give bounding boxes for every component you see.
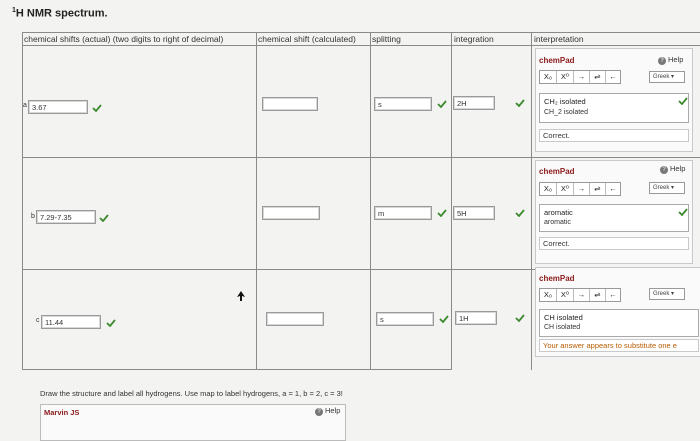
answer-a-check-icon <box>678 97 688 105</box>
row-a-shift-check-icon <box>92 104 102 112</box>
header-calculated-shift: chemical shift (calculated) <box>258 34 356 44</box>
row-b-calc-input[interactable] <box>262 206 320 220</box>
row-a-splitting-check-icon <box>437 100 447 108</box>
row-c-splitting-check-icon <box>439 315 449 323</box>
header-integration: integration <box>454 34 494 44</box>
equilibrium-arrow-button[interactable]: ⇌ <box>590 71 606 83</box>
left-arrow-button[interactable]: ← <box>609 184 617 193</box>
marvin-js-editor[interactable] <box>40 404 346 441</box>
subscript-button[interactable]: X₀ <box>540 71 557 83</box>
chempad-help-button[interactable]: ? Help <box>658 55 683 65</box>
answer-text-c: CH isolated <box>544 313 583 322</box>
row-b-letter: b <box>31 213 35 220</box>
row-a-integration-input[interactable]: 2H <box>453 96 495 110</box>
row-c-shift-check-icon <box>106 319 116 327</box>
superscript-button[interactable]: X⁰ <box>557 71 574 83</box>
answer-plain-a: CH_2 isolated <box>544 109 588 116</box>
row-b-shift-check-icon <box>99 214 109 222</box>
chempad-toolbar <box>539 288 621 302</box>
superscript-button[interactable]: X⁰ <box>557 183 574 195</box>
header-actual-shift: chemical shifts (actual) (two digits to right of decimal) <box>24 34 224 44</box>
chempad-panel-a <box>535 48 693 152</box>
chempad-panel-c <box>535 267 700 357</box>
row-a-shift-input[interactable]: 3.67 <box>28 100 88 114</box>
row-c-letter: c <box>36 317 40 324</box>
row-a-calc-input[interactable] <box>262 97 318 111</box>
row-a-letter: a <box>23 102 27 109</box>
header-interpretation: interpretation <box>534 34 584 44</box>
status-b: Correct. <box>539 237 689 250</box>
right-arrow-button[interactable]: → <box>574 183 590 195</box>
row-c-integration-check-icon <box>515 314 525 322</box>
header-splitting: splitting <box>372 34 401 44</box>
marvin-js-label: Marvin JS <box>44 408 80 417</box>
answer-plain-c: CH isolated <box>544 324 581 331</box>
chempad-help-button[interactable]: ? Help <box>660 164 685 174</box>
status-c: Your answer appears to substitute one e <box>539 339 699 352</box>
chempad-toolbar <box>539 70 621 84</box>
answer-text-a: CH₂ isolated <box>544 97 586 106</box>
row-b-integration-input[interactable]: 5H <box>453 206 495 220</box>
greek-dropdown[interactable]: Greek ▾ <box>649 288 685 300</box>
row-a-integration-check-icon <box>515 99 525 107</box>
page-title: $^1$H NMR spectrum. <box>12 7 108 20</box>
row-c-shift-input[interactable]: 11.44 <box>41 315 101 329</box>
equilibrium-arrow-button[interactable]: ⇌ <box>590 289 606 301</box>
subscript-button[interactable]: X₀ <box>540 183 557 195</box>
left-arrow-button[interactable]: ← <box>609 290 617 299</box>
row-c-splitting-input[interactable]: s <box>376 312 434 326</box>
answer-box-b[interactable] <box>539 204 689 232</box>
answer-plain-b: aromatic <box>544 219 571 226</box>
draw-instruction: Draw the structure and label all hydrogens. Use map to label hydrogens, a = 1, b = 2, c = 3! <box>40 389 343 398</box>
greek-dropdown[interactable]: Greek ▾ <box>649 71 685 83</box>
answer-text-b: aromatic <box>544 208 573 217</box>
chempad-toolbar <box>539 182 621 196</box>
mouse-cursor-icon <box>237 291 245 301</box>
chempad-panel-b <box>535 160 693 264</box>
row-b-splitting-check-icon <box>437 209 447 217</box>
answer-box-c[interactable] <box>539 309 699 337</box>
superscript-button[interactable]: X⁰ <box>557 289 574 301</box>
subscript-button[interactable]: X₀ <box>540 289 557 301</box>
chempad-title: chemPad <box>539 167 575 176</box>
help-icon: ? <box>658 57 666 65</box>
help-icon: ? <box>315 408 323 416</box>
status-a: Correct. <box>539 129 689 142</box>
marvin-help-button[interactable]: ? Help <box>315 406 340 416</box>
chempad-title: chemPad <box>539 274 575 283</box>
row-c-calc-input[interactable] <box>266 312 324 326</box>
row-b-splitting-input[interactable]: m <box>374 206 432 220</box>
right-arrow-button[interactable]: → <box>574 71 590 83</box>
chempad-title: chemPad <box>539 56 575 65</box>
help-icon: ? <box>660 166 668 174</box>
right-arrow-button[interactable]: → <box>574 289 590 301</box>
answer-box-a[interactable] <box>539 93 689 123</box>
row-b-integration-check-icon <box>515 209 525 217</box>
greek-dropdown[interactable]: Greek ▾ <box>649 182 685 194</box>
row-b-shift-input[interactable]: 7.29-7.35 <box>36 210 96 224</box>
left-arrow-button[interactable]: ← <box>609 72 617 81</box>
equilibrium-arrow-button[interactable]: ⇌ <box>590 183 606 195</box>
row-c-integration-input[interactable]: 1H <box>455 311 497 325</box>
row-a-splitting-input[interactable]: s <box>374 97 432 111</box>
answer-b-check-icon <box>678 208 688 216</box>
